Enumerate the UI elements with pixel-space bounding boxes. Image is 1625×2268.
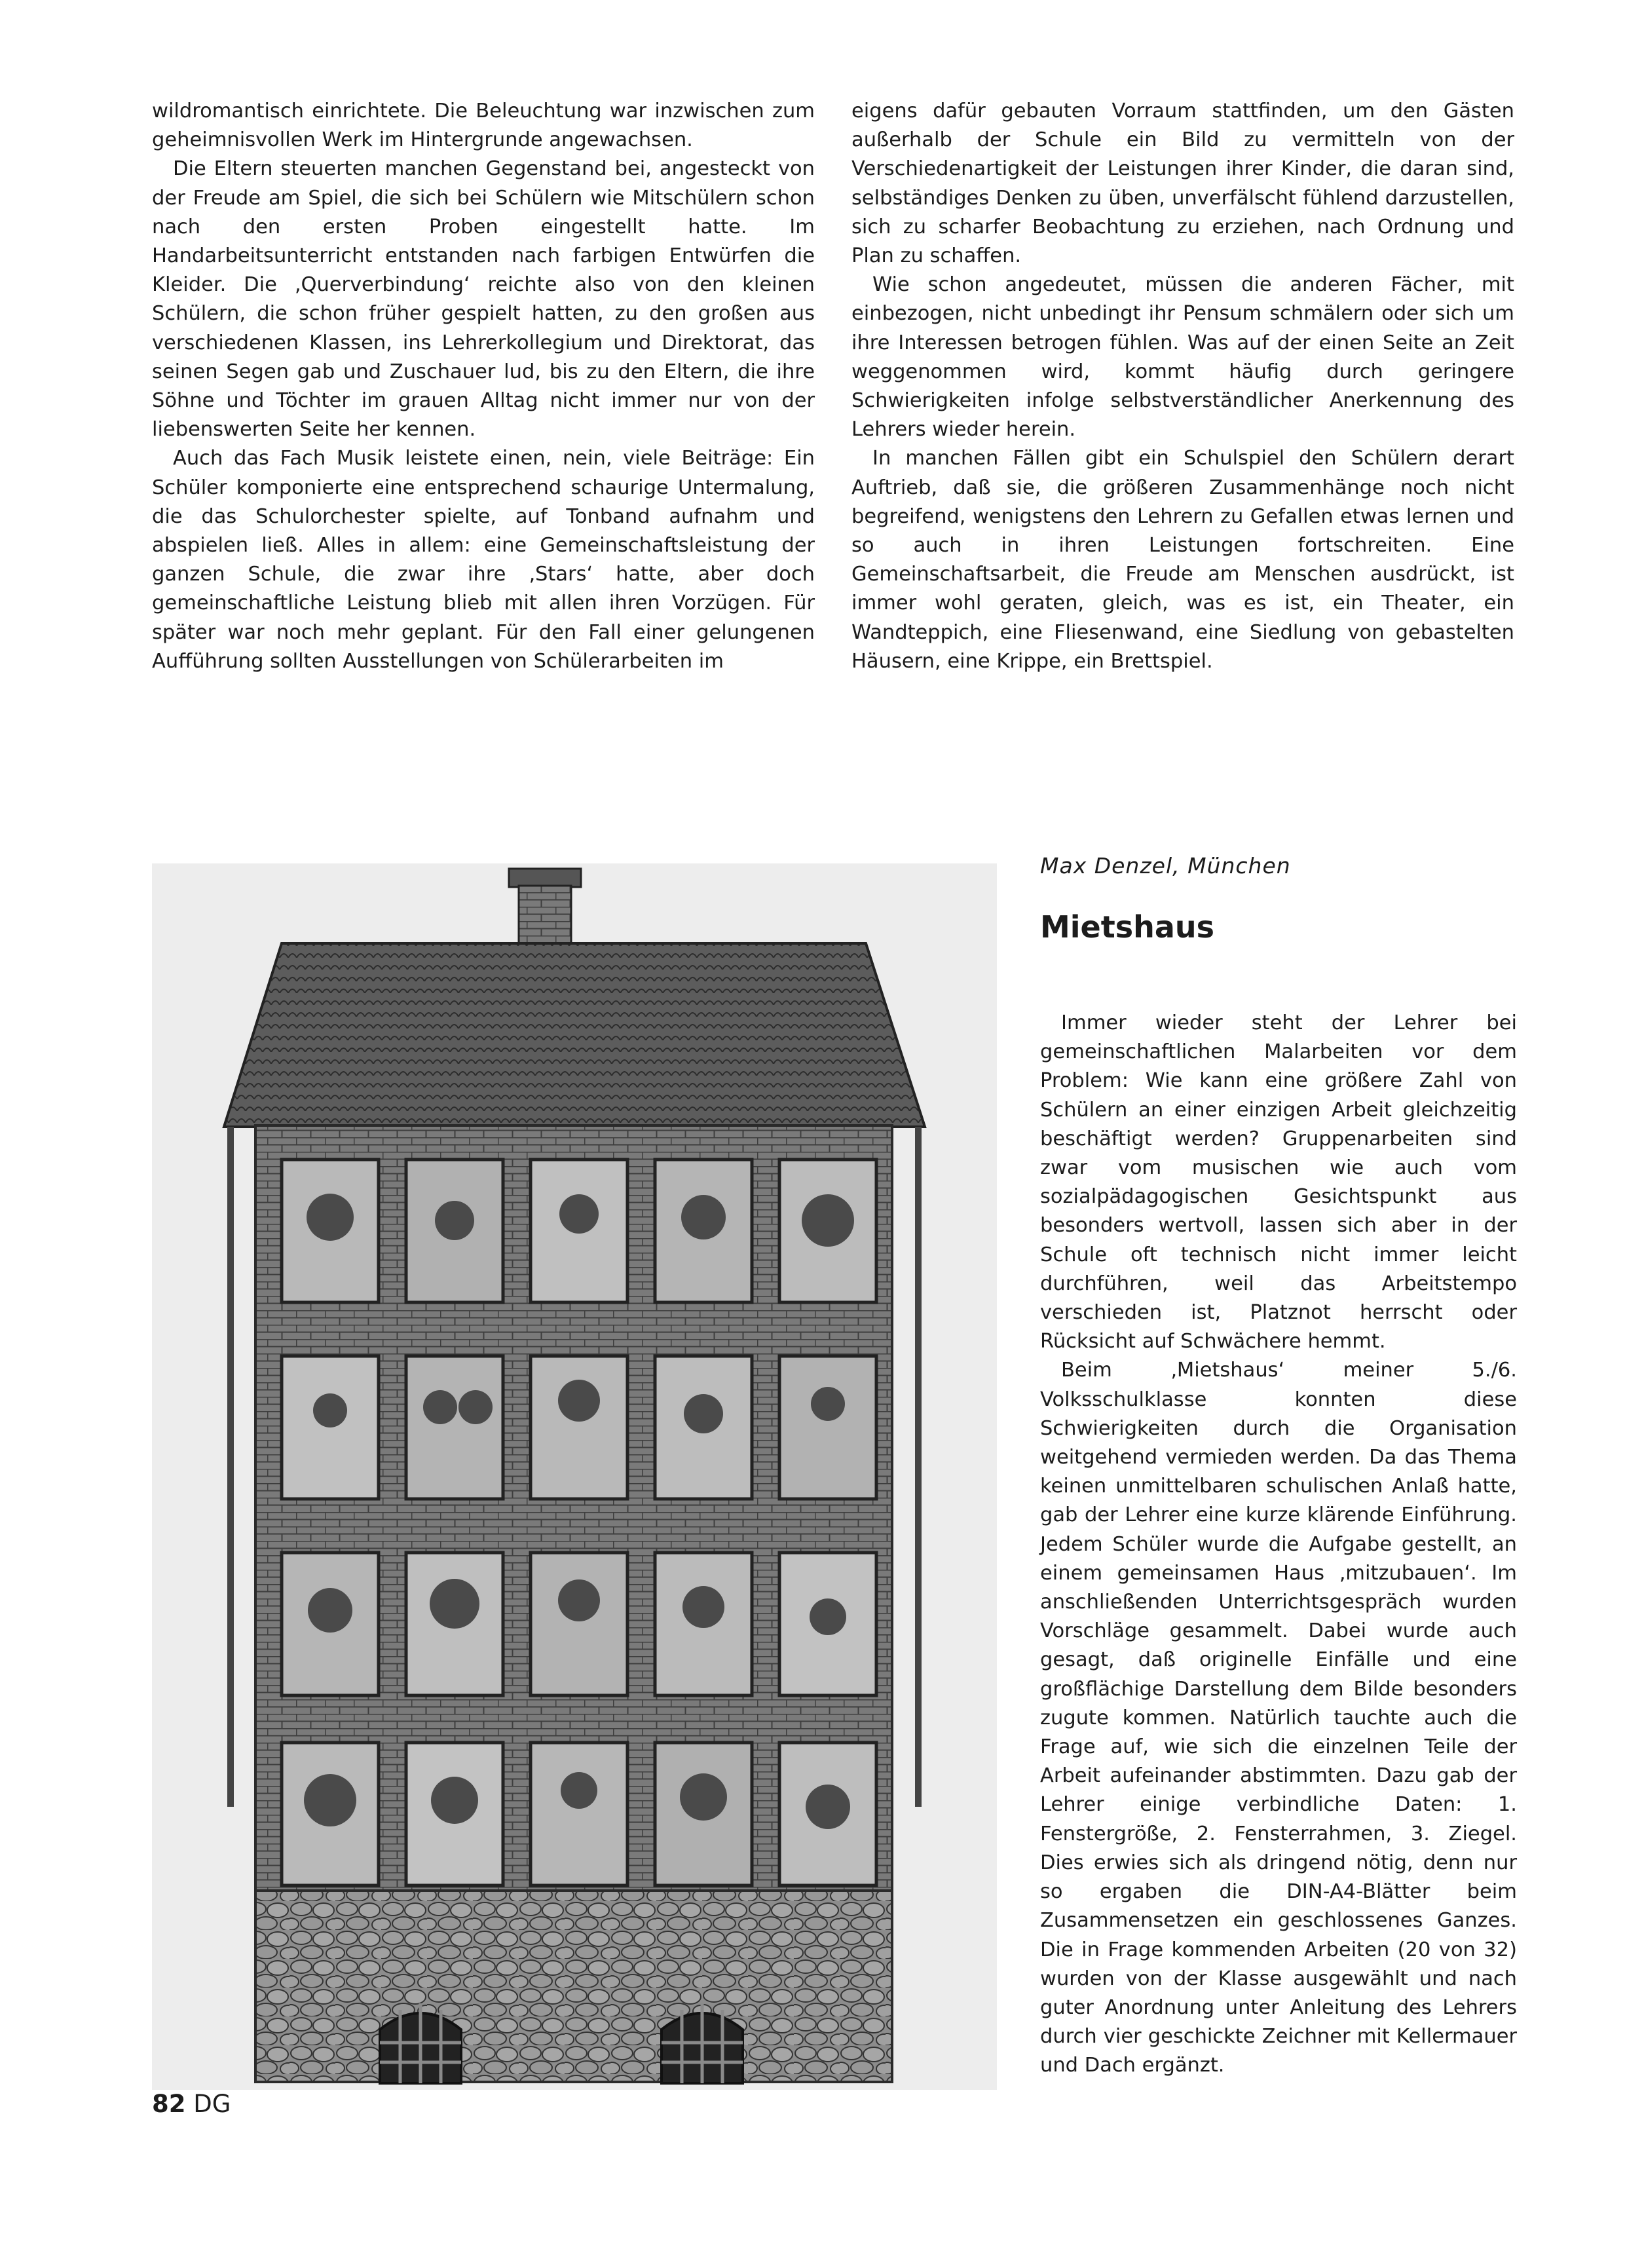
right-paragraph: eigens dafür gebauten Vorraum stattfinden, um den Gästen außerhalb der Schule ein Bild zu vermitteln von der Verschiedenartigkeit der Leistungen ihrer Kinder, die daran sind, selbständiges Denken zu üben, unverfälscht fühlend darzustellen, sich zu scharfer Beobachtung zu erziehen, nach Ordnung und Plan zu schaffen. — [851, 100, 1514, 268]
right-paragraph: Wie schon angedeutet, müssen die anderen Fächer, mit einbezogen, nicht unbedingt ihr Pensum schmälern oder sich um ihre Interessen betrogen fühlen. Was auf der einen Seite an Zeit weggenommen wird, kommt häufig durch geringere Schwierigkeiten infolge selbstverständlicher Anerkennung des Lehrers wieder herein. — [851, 273, 1514, 442]
left-paragraph: Die Eltern steuerten manchen Gegenstand bei, angesteckt von der Freude am Spiel, die sich bei Schülern wie Mitschülern schon nach den ersten Proben eingestellt hatte. Im Handarbeitsunterricht entstanden nach farbigen Entwürfen die Kleider. Die ‚Querverbindung‘ reichte also von den kleinen Schülern, die schon früher gespielt hatten, zu den großen aus verschiedenen Klassen, ins Lehrerkollegium und Direktorat, das seinen Segen gab und Zuschauer lud, bis zu den Eltern, die ihre Söhne und Töchter im grauen Alltag nicht immer nur von der liebenswerten Seite her kennen. — [152, 157, 815, 442]
cellar-wall — [255, 1891, 892, 2082]
apartment-house-artwork — [152, 863, 997, 2090]
left-text-column — [152, 97, 815, 676]
left-paragraph: wildromantisch einrichtete. Die Beleuchtung war inzwischen zum geheimnisvollen Werk im Hintergrunde angewachsen. — [152, 100, 815, 152]
right-text-column — [851, 97, 1514, 676]
window-row — [282, 1553, 876, 1695]
article-title: Mietshaus — [1040, 909, 1215, 945]
right-paragraph: In manchen Fällen gibt ein Schulspiel den Schülern derart Auftrieb, daß sie, die größeren Zusammenhänge noch nicht begreifend, wenigstens den Lehrern zu Gefallen etwas lernen und so auch in ihren Leistungen fortschreiten. Eine Gemeinschaftsarbeit, die Freude am Menschen ausdrückt, ist immer wohl geraten, gleich, was es ist, ein Theater, ein Wandteppich, eine Fliesenwand, eine Siedlung von gebastelten Häusern, eine Krippe, ein Brettspiel. — [851, 447, 1514, 673]
article-author: Max Denzel, München — [1040, 853, 1291, 879]
article-paragraph: Immer wieder steht der Lehrer bei gemeinschaftlichen Malarbeiten vor dem Problem: Wie kann eine größere Zahl von Schülern an einer einzigen Arbeit gleichzeitig beschäftigt werden? Gruppenarbeiten sind zwar vom musischen wie auch vom sozialpädagogischen Gesichtspunkt aus besonders wertvoll, lassen sich aber in der Schule oft technisch nicht immer leicht durchführen, weil das Arbeitstempo verschieden ist, Platznot herrscht oder Rücksicht auf Schwächere hemmt. — [1040, 1011, 1517, 1353]
page-folio — [152, 2090, 231, 2118]
page-number: 82 — [152, 2090, 186, 2118]
roof — [224, 943, 925, 1127]
left-paragraph: Auch das Fach Musik leistete einen, nein, viele Beiträge: Ein Schüler komponierte eine entsprechend schaurige Untermalung, die das Schulorchester spielte, auf Tonband aufnahm und abspielen ließ. Alles in allem: eine Gemeinschaftsleistung der ganzen Schule, die zwar ihre ‚Stars‘ hatte, aber doch gemeinschaftliche Leistung blieb mit allen ihren Vorzügen. Für später war noch mehr geplant. Für den Fall einer gelungenen Aufführung sollten Ausstellungen von Schülerarbeiten im — [152, 447, 815, 673]
article-text-column — [1040, 1009, 1517, 2081]
chimney — [509, 869, 581, 951]
window-row — [282, 1743, 876, 1885]
article-paragraph: Beim ‚Mietshaus‘ meiner 5./6. Volksschulklasse konnten diese Schwierigkeiten durch die Organisation weitgehend vermieden werden. Da das Thema keinen unmittelbaren schulischen Anlaß hatte, gab der Lehrer eine kurze klärende Einführung. Jedem Schüler wurde die Aufgabe gestellt, an einem gemeinsamen Haus ‚mitzubauen‘. Im anschließenden Unterrichtsgespräch wurden Vorschläge gesammelt. Dabei wurde auch gesagt, daß originelle Einfälle und eine großflächige Darstellung dem Bilde besonders zugute kommen. Natürlich tauchte auch die Frage auf, wie sich die einzelnen Teile der Arbeit aufeinander abstimmten. Dazu gab der Lehrer einige verbindliche Daten: 1. Fenstergröße, 2. Fensterrahmen, 3. Ziegel. Dies erwies sich als dringend nötig, denn nur so ergaben die DIN-A4-Blätter beim Zusammensetzen ein geschlossenes Ganzes. Die in Frage kommenden Arbeiten (20 von 32) wurden von der Klasse ausgewählt und nach guter Anordnung unter Anleitung des Lehrers durch vier geschickte Zeichner mit Kellermauer und Dach ergänzt. — [1040, 1359, 1517, 2077]
journal-abbreviation: DG — [193, 2090, 231, 2118]
window-row — [282, 1356, 876, 1499]
